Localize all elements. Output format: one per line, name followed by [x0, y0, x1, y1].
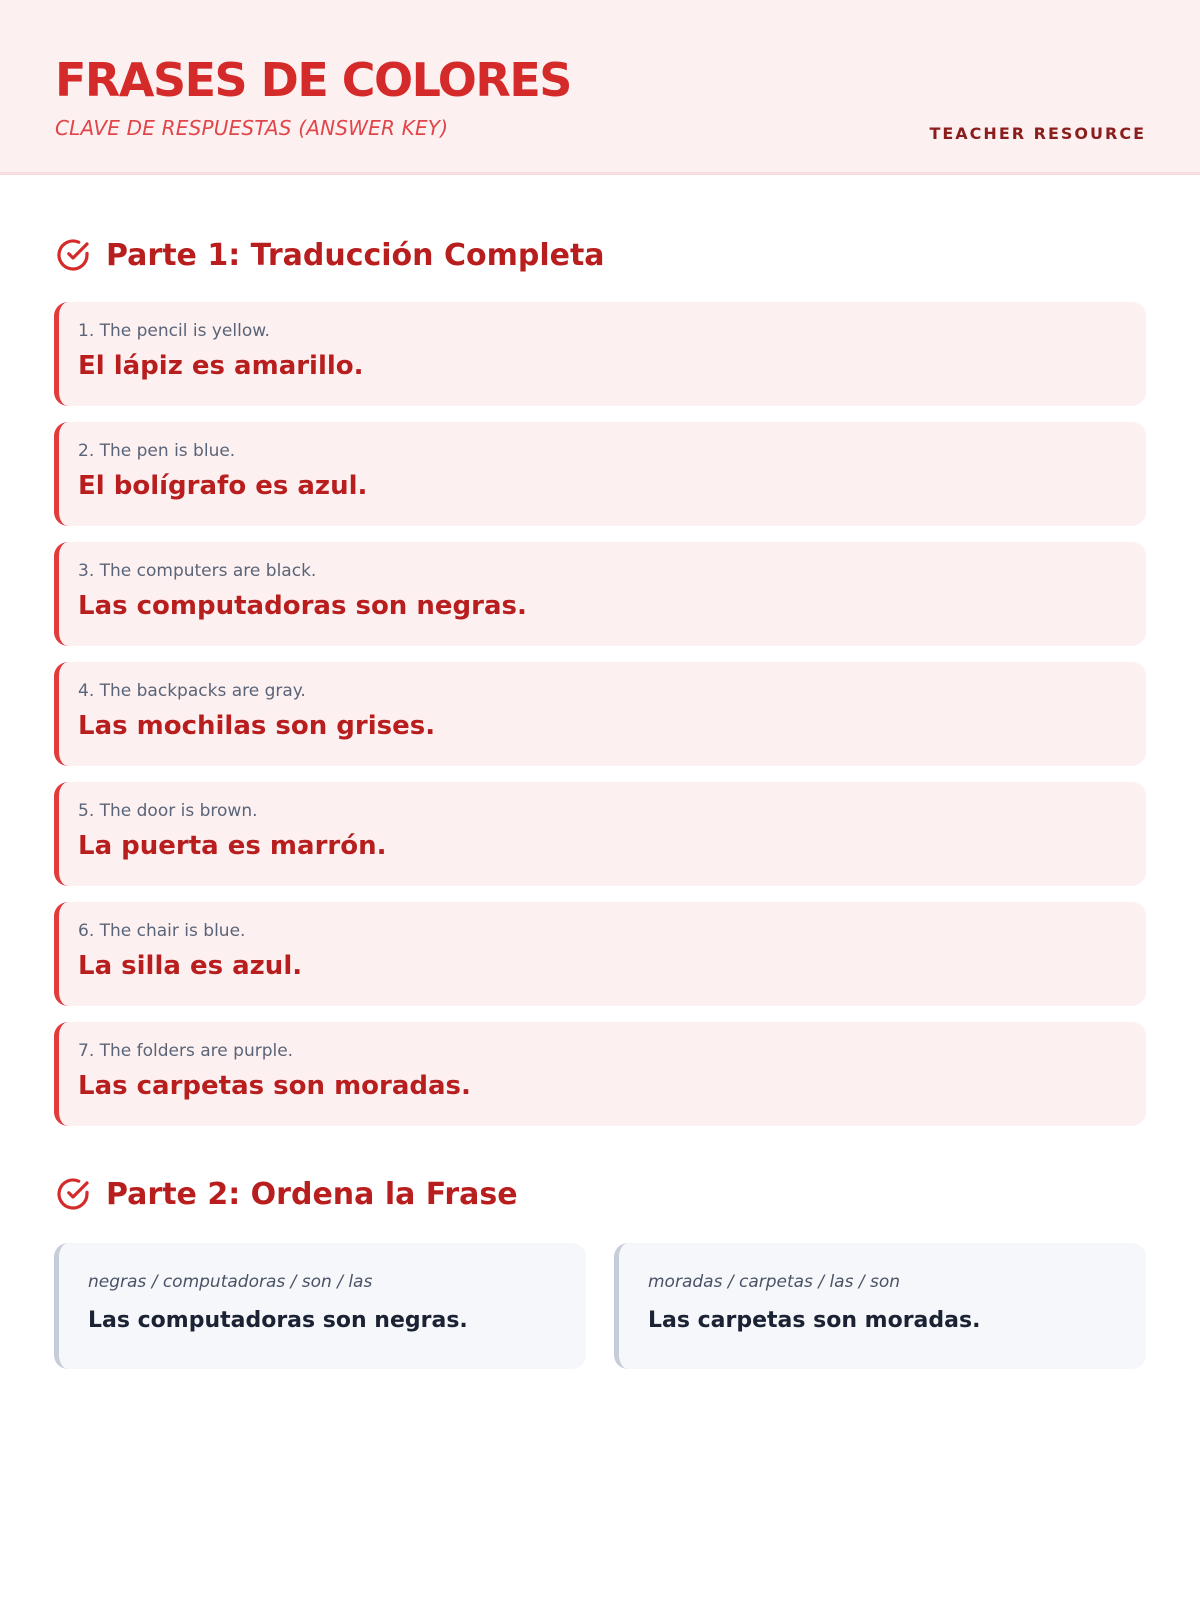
answer-prompt: 2. The pen is blue. — [78, 441, 236, 461]
part2-heading-text: Parte 2: Ordena la Frase — [106, 1176, 518, 1212]
answer-prompt: 1. The pencil is yellow. — [78, 321, 270, 341]
check-circle-icon — [54, 236, 92, 274]
part1-answer-list — [54, 302, 1146, 1142]
part1-heading — [54, 229, 605, 281]
answer-prompt: 7. The folders are purple. — [78, 1041, 294, 1061]
answer-card — [54, 302, 1146, 406]
answer-text: Las mochilas son grises. — [78, 711, 436, 741]
answer-card — [54, 1022, 1146, 1126]
answer-card — [54, 422, 1146, 526]
answer-text: La silla es azul. — [78, 951, 303, 981]
answer-text: Las carpetas son moradas. — [78, 1071, 471, 1101]
answer-prompt: 6. The chair is blue. — [78, 921, 246, 941]
answer-prompt: 4. The backpacks are gray. — [78, 681, 306, 701]
answer-card — [54, 542, 1146, 646]
page-title: FRASES DE COLORES — [55, 53, 571, 107]
answer-card — [54, 782, 1146, 886]
answer-text: La puerta es marrón. — [78, 831, 387, 861]
answer-text: El lápiz es amarillo. — [78, 351, 364, 381]
answer-prompt: 5. The door is brown. — [78, 801, 258, 821]
order-card — [614, 1243, 1146, 1369]
teacher-resource-label: TEACHER RESOURCE — [929, 124, 1146, 143]
order-card — [54, 1243, 586, 1369]
check-circle-icon — [54, 1175, 92, 1213]
part1-heading-text: Parte 1: Traducción Completa — [106, 237, 605, 273]
page-subtitle: CLAVE DE RESPUESTAS (ANSWER KEY) — [55, 116, 449, 140]
answer-card — [54, 662, 1146, 766]
scrambled-words: moradas / carpetas / las / son — [648, 1272, 901, 1292]
answer-text: Las computadoras son negras. — [78, 591, 527, 621]
ordered-answer: Las computadoras son negras. — [88, 1308, 468, 1333]
scrambled-words: negras / computadoras / son / las — [88, 1272, 373, 1292]
ordered-answer: Las carpetas son moradas. — [648, 1308, 981, 1333]
answer-card — [54, 902, 1146, 1006]
answer-prompt: 3. The computers are black. — [78, 561, 317, 581]
part2-heading — [54, 1168, 518, 1220]
page-header — [0, 0, 1200, 175]
part2-order-grid — [54, 1243, 1146, 1369]
answer-text: El bolígrafo es azul. — [78, 471, 368, 501]
